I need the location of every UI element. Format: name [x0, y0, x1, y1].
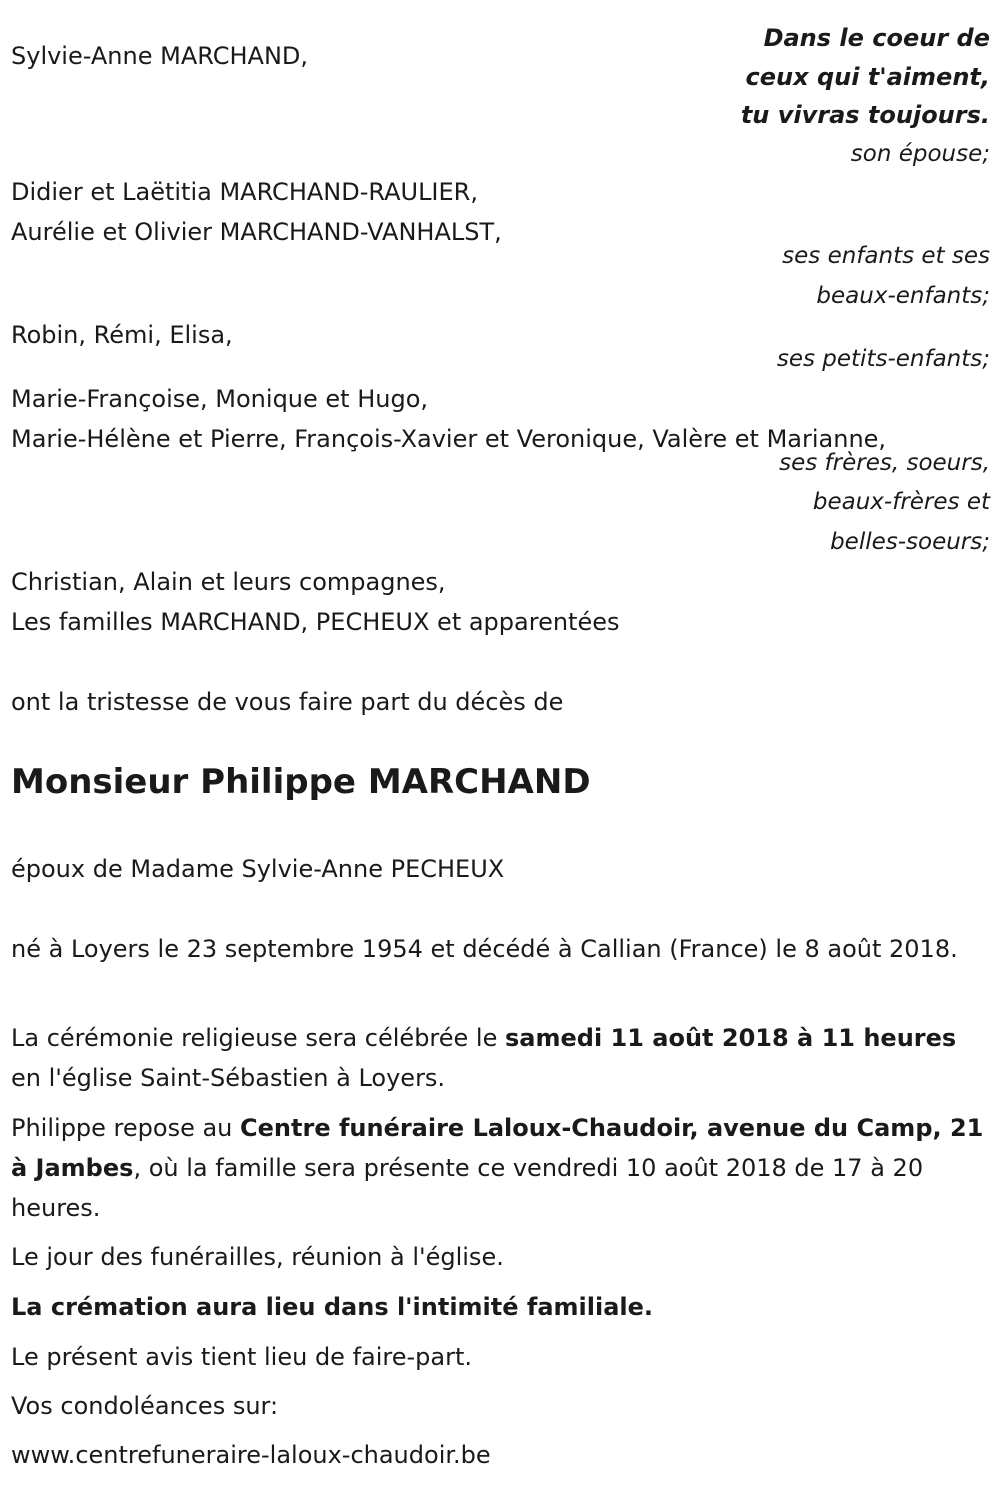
ceremony-date: samedi 11 août 2018 à 11 heures [505, 1024, 957, 1052]
spouse-name: Sylvie-Anne MARCHAND, [11, 42, 308, 70]
children-line-2: Aurélie et Olivier MARCHAND-VANHALST, [11, 218, 502, 246]
siblings-relation-2: beaux-frères et [812, 489, 990, 515]
grandchildren: Robin, Rémi, Elisa, [11, 321, 233, 349]
grandchildren-relation: ses petits-enfants; [776, 346, 990, 372]
ceremony-prefix: La cérémonie religieuse sera célébrée le [11, 1024, 505, 1052]
children-relation-1: ses enfants et ses [782, 243, 990, 269]
birth-death: né à Loyers le 23 septembre 1954 et décédé à Callian (France) le 8 août 2018. [11, 935, 958, 963]
motto-line-2: ceux qui t'aiment, [745, 63, 990, 91]
spouse-of: époux de Madame Sylvie-Anne PECHEUX [11, 855, 505, 883]
others-line-1: Christian, Alain et leurs compagnes, [11, 568, 446, 596]
children-line-1: Didier et Laëtitia MARCHAND-RAULIER, [11, 178, 478, 206]
ceremony-paragraph [11, 1018, 991, 1098]
siblings-relation-3: belles-soeurs; [830, 529, 990, 555]
motto-line-3: tu vivras toujours. [740, 101, 990, 129]
website-link[interactable]: www.centrefuneraire-laloux-chaudoir.be [11, 1441, 491, 1469]
siblings-line-1: Marie-Françoise, Monique et Hugo, [11, 385, 429, 413]
notice: Le présent avis tient lieu de faire-part. [11, 1343, 473, 1371]
deceased-name: Monsieur Philippe MARCHAND [11, 762, 591, 802]
funeral-day: Le jour des funérailles, réunion à l'église. [11, 1243, 504, 1271]
cremation: La crémation aura lieu dans l'intimité familiale. [11, 1293, 654, 1321]
rest-prefix: Philippe repose au [11, 1114, 241, 1142]
children-relation-2: beaux-enfants; [816, 283, 990, 309]
others-line-2: Les familles MARCHAND, PECHEUX et apparentées [11, 608, 620, 636]
motto-line-1: Dans le coeur de [763, 24, 990, 52]
siblings-relation-1: ses frères, soeurs, [779, 450, 990, 476]
announcement: ont la tristesse de vous faire part du décès de [11, 688, 564, 716]
rest-suffix: , où la famille sera présente ce vendredi 10 août 2018 de 17 à 20 heures. [11, 1154, 924, 1222]
condolences-label: Vos condoléances sur: [11, 1392, 279, 1420]
spouse-relation: son épouse; [850, 141, 990, 167]
siblings-line-2: Marie-Hélène et Pierre, François-Xavier et Veronique, Valère et Marianne, [11, 425, 887, 453]
rest-paragraph [11, 1108, 991, 1228]
ceremony-suffix: en l'église Saint-Sébastien à Loyers. [11, 1064, 446, 1092]
rest-place: Centre funéraire Laloux-Chaudoir, avenue du Camp, 21 à Jambes [11, 1114, 984, 1182]
